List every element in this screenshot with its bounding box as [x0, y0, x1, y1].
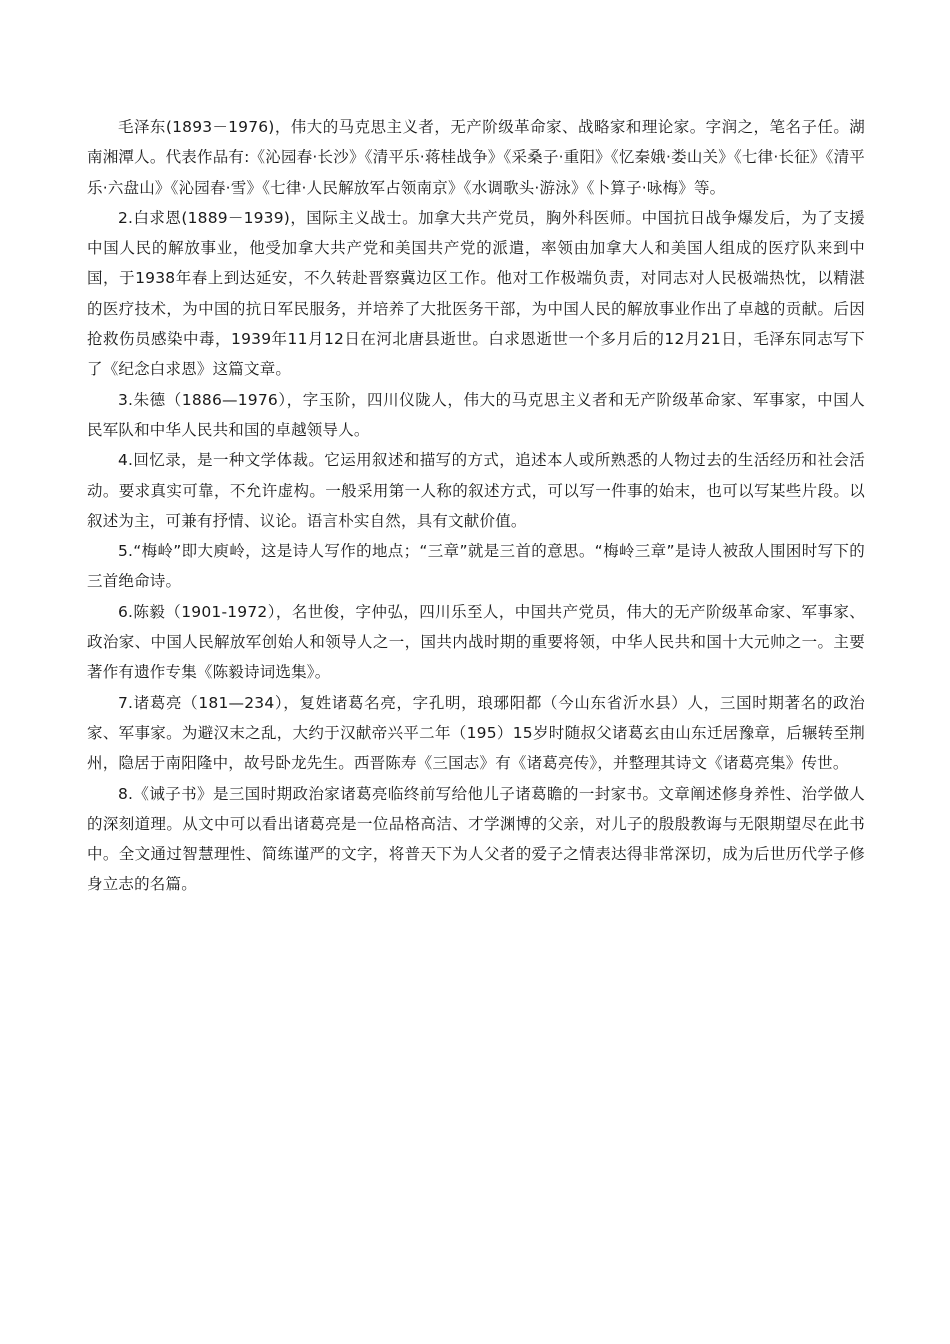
paragraph-memoir: 4.回忆录，是一种文学体裁。它运用叙述和描写的方式，追述本人或所熟悉的人物过去的生活经历和社会活动。要求真实可靠，不允许虚构。一般采用第一人称的叙述方式，可以写一件事的始末，也可以写某些片段。以叙述为主，可兼有抒情、议论。语言朴实自然，具有文献价值。	[87, 451, 865, 530]
paragraph-jiezishu: 8.《诫子书》是三国时期政治家诸葛亮临终前写给他儿子诸葛瞻的一封家书。文章阐述修身养性、治学做人的深刻道理。从文中可以看出诸葛亮是一位品格高洁、才学渊博的父亲，对儿子的殷殷教诲与无限期望尽在此书中。全文通过智慧理性、简练谨严的文字，将普天下为人父者的爱子之情表达得非常深切，成为后世历代学子修身立志的名篇。	[87, 784, 865, 894]
paragraph-zhuge-liang: 7.诸葛亮（181—234），复姓诸葛名亮，字孔明，琅琊阳都（今山东省沂水县）人，三国时期著名的政治家、军事家。为避汉末之乱，大约于汉献帝兴平二年（195）15岁时随叔父诸葛玄由山东迁居豫章，后辗转至荆州，隐居于南阳隆中，故号卧龙先生。西晋陈寿《三国志》有《诸葛亮传》，并整理其诗文《诸葛亮集》传世。	[87, 693, 865, 773]
document-body	[87, 112, 865, 900]
paragraph-zhu-de: 3.朱德（1886—1976），字玉阶，四川仪陇人，伟大的马克思主义者和无产阶级革命家、军事家，中国人民军队和中华人民共和国的卓越领导人。	[87, 390, 865, 439]
paragraph-mao-zedong: 毛泽东(1893－1976)，伟大的马克思主义者，无产阶级革命家、战略家和理论家。字润之，笔名子任。湖南湘潭人。代表作品有:《沁园春·长沙》《清平乐·蒋桂战争》《采桑子·重阳》《忆秦娥·娄山关》《七律·长征》《清平乐·六盘山》《沁园春·雪》《七律·人民解放军占领南京》《水调歌头·游泳》《卜算子·咏梅》等。	[87, 118, 865, 197]
paragraph-bethune: 2.白求恩(1889－1939)，国际主义战士。加拿大共产党员，胸外科医师。中国抗日战争爆发后，为了支援中国人民的解放事业，他受加拿大共产党和美国共产党的派遣，率领由加拿大人和美国人组成的医疗队来到中国，于1938年春上到达延安，不久转赴晋察冀边区工作。他对工作极端负责，对同志对人民极端热忱，以精湛的医疗技术，为中国的抗日军民服务，并培养了大批医务干部，为中国人民的解放事业作出了卓越的贡献。后因抢救伤员感染中毒，1939年11月12日在河北唐县逝世。白求恩逝世一个多月后的12月21日，毛泽东同志写下了《纪念白求恩》这篇文章。	[87, 208, 865, 379]
paragraph-meiling: 5.“梅岭”即大庾岭，这是诗人写作的地点；“三章”就是三首的意思。“梅岭三章”是诗人被敌人围困时写下的三首绝命诗。	[87, 542, 865, 591]
paragraph-chen-yi: 6.陈毅（1901-1972），名世俊，字仲弘，四川乐至人，中国共产党员，伟大的无产阶级革命家、军事家、政治家、中国人民解放军创始人和领导人之一，国共内战时期的重要将领，中华人民共和国十大元帅之一。主要著作有遗作专集《陈毅诗词选集》。	[87, 602, 865, 682]
